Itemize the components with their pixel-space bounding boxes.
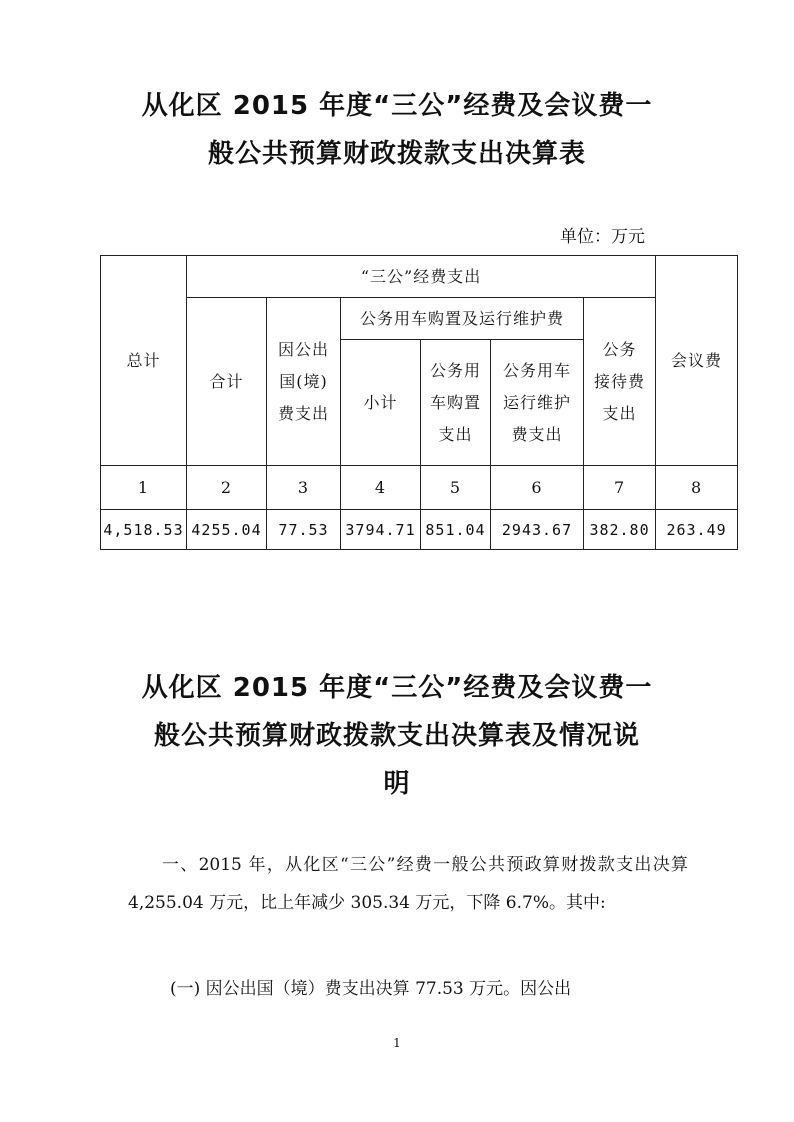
header-sangong-group: “三公”经费支出	[187, 256, 656, 298]
value-cell: 263.49	[656, 510, 738, 550]
page-number: 1	[393, 1036, 401, 1050]
explanation-title-line-1: 从化区 2015 年度“三公”经费及会议费一	[141, 673, 653, 703]
value-cell: 3794.71	[341, 510, 421, 550]
header-total: 总计	[101, 256, 187, 466]
index-cell: 3	[267, 466, 341, 510]
header-reception-line-1: 公务	[602, 339, 637, 359]
value-cell: 2943.67	[491, 510, 584, 550]
header-vehicle-maintenance-line-3: 费支出	[511, 424, 563, 444]
header-abroad	[267, 298, 341, 466]
paragraph-abroad: (一) 因公出国（境）费支出决算 77.53 万元。因公出	[170, 979, 572, 999]
value-cell: 851.04	[421, 510, 491, 550]
header-meeting: 会议费	[656, 256, 738, 466]
table-title-line-1: 从化区 2015 年度“三公”经费及会议费一	[141, 91, 653, 121]
value-cell: 77.53	[267, 510, 341, 550]
index-cell: 5	[421, 466, 491, 510]
value-row	[101, 510, 738, 550]
header-vehicle-purchase-line-3: 支出	[438, 424, 473, 444]
value-cell: 4,518.53	[101, 510, 187, 550]
index-cell: 2	[187, 466, 267, 510]
header-vehicle-purchase-line-1: 公务用	[429, 360, 481, 380]
header-vehicle-purchase	[421, 340, 491, 466]
index-cell: 4	[341, 466, 421, 510]
explanation-title-line-2: 般公共预算财政拨款支出决算表及情况说	[153, 721, 640, 751]
header-reception	[584, 298, 656, 466]
header-abroad-line-2: 国(境)	[279, 371, 328, 391]
header-vehicle-group: 公务用车购置及运行维护费	[341, 298, 584, 340]
index-cell: 7	[584, 466, 656, 510]
header-reception-line-2: 接待费	[594, 371, 646, 391]
header-reception-line-3: 支出	[602, 403, 637, 423]
index-row	[101, 466, 738, 510]
value-cell: 4255.04	[187, 510, 267, 550]
header-vehicle-maintenance-line-2: 运行维护	[502, 392, 571, 412]
header-vehicle-purchase-line-2: 车购置	[429, 392, 481, 412]
index-cell: 1	[101, 466, 187, 510]
header-heji: 合计	[187, 298, 267, 466]
budget-table	[100, 255, 738, 550]
table-title-line-2: 般公共预算财政拨款支出决算表	[207, 139, 586, 169]
unit-label: 单位：万元	[560, 227, 645, 247]
table-title	[0, 82, 794, 178]
index-cell: 8	[656, 466, 738, 510]
header-vehicle-maintenance	[491, 340, 584, 466]
header-abroad-line-3: 费支出	[277, 403, 329, 423]
index-cell: 6	[491, 466, 584, 510]
paragraph-summary: 一、2015 年，从化区“三公”经费一般公共预政算财拨款支出决算 4,255.04 万元，比上年减少 305.34 万元，下降 6.7%。其中:	[128, 855, 688, 913]
header-abroad-line-1: 因公出	[277, 339, 329, 359]
header-subtotal: 小计	[341, 340, 421, 466]
explanation-title	[0, 664, 794, 808]
value-cell: 382.80	[584, 510, 656, 550]
explanation-title-line-3: 明	[383, 769, 411, 799]
header-vehicle-maintenance-line-1: 公务用车	[502, 360, 571, 380]
